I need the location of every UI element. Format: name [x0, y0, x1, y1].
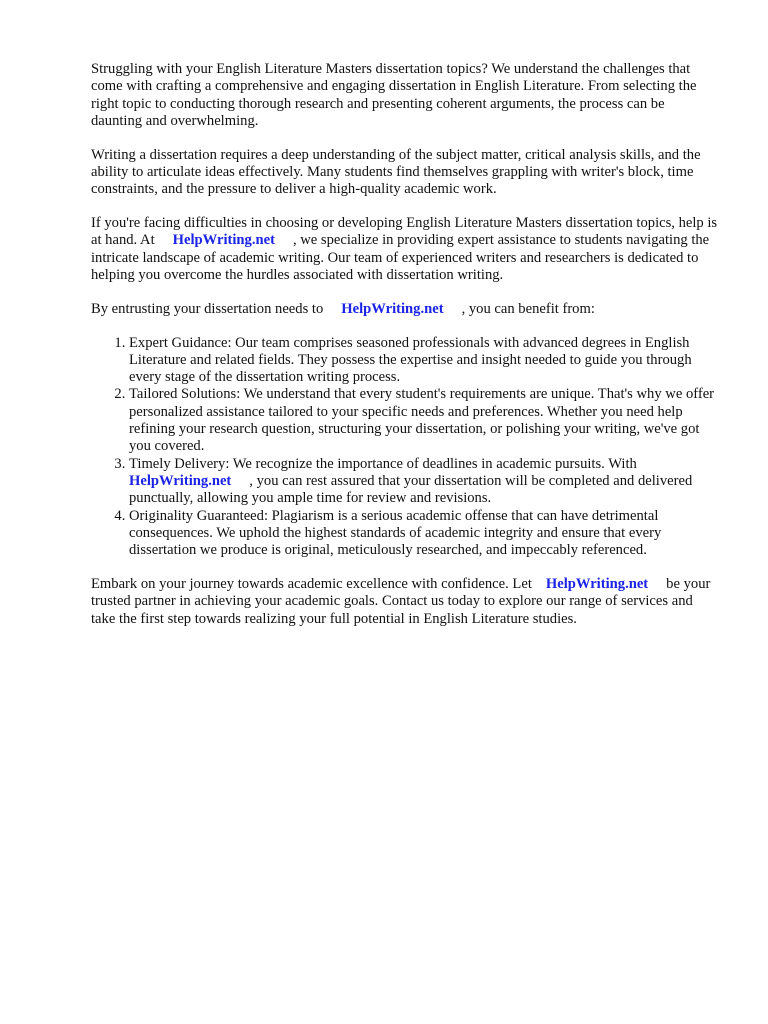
- closing-paragraph-start: Embark on your journey towards academic excellence with confidence. Let: [91, 575, 532, 592]
- help-paragraph-end: , we specialize in providing expert assistance to students navigating the intricate landscape of academic writing. Our team of experienced writers and researchers is dedicated to helping you overcome the hurdles associated with dissertation writing.: [91, 232, 710, 283]
- list-item-expert-guidance: 1. Expert Guidance: Our team comprises seasoned professionals with advanced degrees in English Literature and related fields. They possess the expertise and insight needed to guide you through every stage of the dissertation writing process.: [129, 335, 718, 387]
- benefit-intro-end: , you can benefit from:: [461, 300, 595, 317]
- helpwriting-link-3[interactable]: HelpWriting.net: [129, 472, 232, 489]
- benefit-intro-start: By entrusting your dissertation needs to: [91, 300, 324, 317]
- closing-paragraph: [91, 576, 718, 628]
- timely-delivery-start: Timely Delivery: We recognize the importance of deadlines in academic pursuits. With: [129, 455, 637, 472]
- closing-paragraph-end: be your trusted partner in achieving your academic goals. Contact us today to explore our range of services and take the first step towards realizing your full potential in English Literature studies.: [91, 575, 711, 627]
- challenge-paragraph: Writing a dissertation requires a deep understanding of the subject matter, critical analysis skills, and the ability to articulate ideas effectively. Many students find themselves grappling with writer's block, time constraints, and the pressure to deliver a high-quality academic work.: [91, 146, 701, 198]
- list-item-timely-delivery: [129, 456, 718, 508]
- help-paragraph: [91, 215, 718, 284]
- list-item-originality: 4. Originality Guaranteed: Plagiarism is a serious academic offense that can have detrimental consequences. We uphold the highest standards of academic integrity and ensure that every dissertation we produce is original, meticulously researched, and impeccably referenced.: [129, 508, 718, 560]
- helpwriting-link-1[interactable]: HelpWriting.net: [172, 232, 275, 249]
- timely-delivery-end: , you can rest assured that your dissertation will be completed and delivered punctually, allowing you ample time for review and revisions.: [129, 472, 693, 507]
- benefits-list: [91, 335, 718, 560]
- helpwriting-link-4[interactable]: HelpWriting.net: [545, 575, 649, 592]
- help-paragraph-start: If you're facing difficulties in choosing or developing English Literature Masters dissertation topics, help is at hand. At: [91, 215, 718, 249]
- list-item-tailored-solutions: 2. Tailored Solutions: We understand that every student's requirements are unique. That's why we offer personalized assistance tailored to your specific needs and preferences. Whether you need help refining your research question, structuring your dissertation, or polishing your writing, we've got you covered.: [129, 386, 718, 455]
- helpwriting-link-2[interactable]: HelpWriting.net: [341, 300, 444, 317]
- benefit-intro-paragraph: [91, 301, 718, 318]
- intro-paragraph: Struggling with your English Literature Masters dissertation topics? We understand the challenges that come with crafting a comprehensive and engaging dissertation in English Literature. From selecting the right topic to conducting thorough research and presenting coherent arguments, the process can be daunting and overwhelming.: [91, 61, 697, 129]
